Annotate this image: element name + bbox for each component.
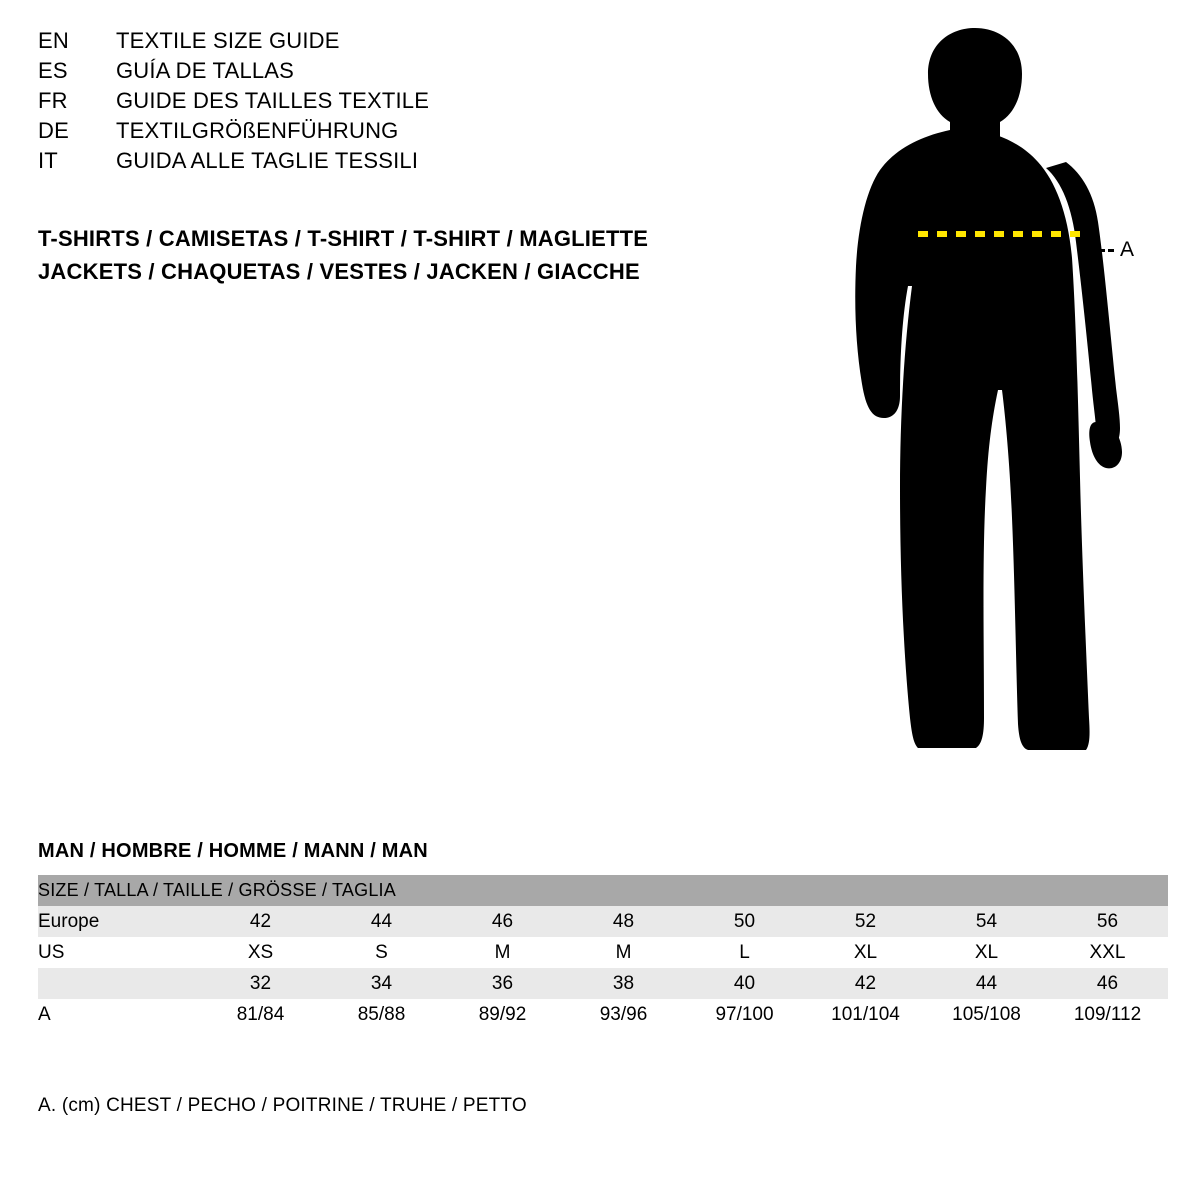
table-cell: XL (805, 937, 926, 968)
row-label: Europe (38, 906, 200, 937)
table-cell: 42 (805, 968, 926, 999)
language-text: GUIDA ALLE TAGLIE TESSILI (116, 148, 419, 173)
table-cell: 93/96 (563, 999, 684, 1030)
category-tshirts: T-SHIRTS / CAMISETAS / T-SHIRT / T-SHIRT / MAGLIETTE (38, 226, 649, 251)
table-cell: 97/100 (684, 999, 805, 1030)
table-cell: 85/88 (321, 999, 442, 1030)
table-cell: 105/108 (926, 999, 1047, 1030)
language-code: EN (38, 28, 69, 53)
table-cell: 44 (321, 906, 442, 937)
measure-label-a: A (1120, 238, 1135, 261)
language-code: DE (38, 118, 69, 143)
table-cell: 54 (926, 906, 1047, 937)
table-cell: 81/84 (200, 999, 321, 1030)
row-label: US (38, 937, 200, 968)
table-cell: 34 (321, 968, 442, 999)
table-cell: XXL (1047, 937, 1168, 968)
table-cell: 32 (200, 968, 321, 999)
table-row (38, 937, 1168, 968)
row-label (38, 968, 200, 999)
size-table (38, 875, 1168, 1030)
table-row (38, 906, 1168, 937)
footnote-chest-measurement: A. (cm) CHEST / PECHO / POITRINE / TRUHE / PETTO (38, 1095, 527, 1116)
table-cell: M (442, 937, 563, 968)
table-cell: 52 (805, 906, 926, 937)
category-headings (38, 222, 648, 288)
language-row (38, 28, 738, 58)
language-text: TEXTILGRÖßENFÜHRUNG (116, 118, 399, 143)
size-table-section (38, 840, 1168, 1030)
table-cell: S (321, 937, 442, 968)
table-cell: 101/104 (805, 999, 926, 1030)
language-row (38, 148, 738, 178)
language-row (38, 58, 738, 88)
row-label: A (38, 999, 200, 1030)
table-cell: 40 (684, 968, 805, 999)
language-text: TEXTILE SIZE GUIDE (116, 28, 340, 53)
male-silhouette-icon (800, 18, 1180, 788)
table-cell: 44 (926, 968, 1047, 999)
category-jackets: JACKETS / CHAQUETAS / VESTES / JACKEN / GIACCHE (38, 259, 640, 284)
language-title-block (38, 28, 738, 178)
table-cell: 50 (684, 906, 805, 937)
table-cell: 46 (442, 906, 563, 937)
table-cell: L (684, 937, 805, 968)
language-row (38, 88, 738, 118)
language-text: GUIDE DES TAILLES TEXTILE (116, 88, 430, 113)
table-cell: XL (926, 937, 1047, 968)
table-group-title: MAN / HOMBRE / HOMME / MANN / MAN (38, 840, 428, 862)
table-header-row (38, 875, 1168, 906)
table-row (38, 968, 1168, 999)
table-cell: M (563, 937, 684, 968)
table-cell: 56 (1047, 906, 1168, 937)
language-code: ES (38, 58, 68, 83)
table-cell: 48 (563, 906, 684, 937)
table-header-label: SIZE / TALLA / TAILLE / GRÖSSE / TAGLIA (38, 875, 1168, 906)
language-text: GUÍA DE TALLAS (116, 58, 295, 83)
language-code: FR (38, 88, 68, 113)
table-cell: 38 (563, 968, 684, 999)
table-cell: XS (200, 937, 321, 968)
table-cell: 89/92 (442, 999, 563, 1030)
measure-leader-line (1081, 249, 1114, 252)
table-cell: 46 (1047, 968, 1168, 999)
body-silhouette-figure (800, 18, 1180, 788)
language-code: IT (38, 148, 58, 173)
table-cell: 109/112 (1047, 999, 1168, 1030)
table-cell: 36 (442, 968, 563, 999)
language-row (38, 118, 738, 148)
table-cell: 42 (200, 906, 321, 937)
table-row (38, 999, 1168, 1030)
